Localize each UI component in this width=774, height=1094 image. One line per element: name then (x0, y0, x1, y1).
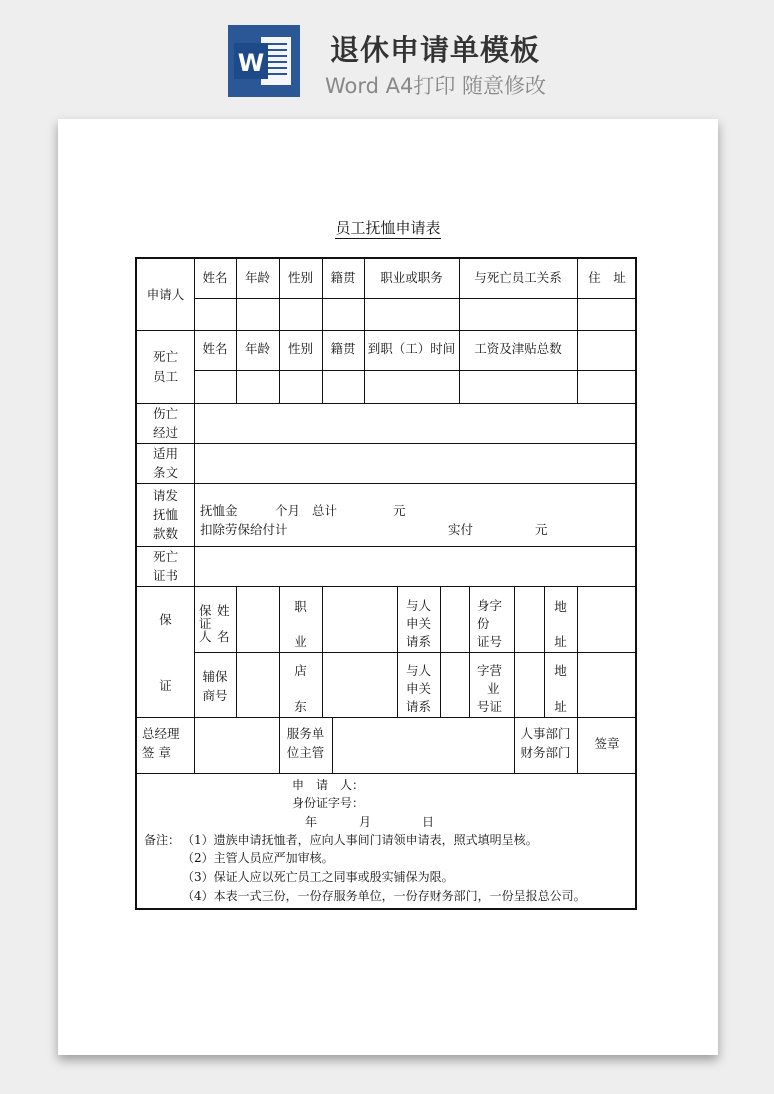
guarantor-addr-label-1: 地 (554, 599, 567, 614)
shop-guarantor-label-1: 辅保 (202, 669, 228, 684)
shop-owner-label-1: 店 (294, 663, 307, 678)
note-item-3: （3）保证人应以死亡员工之同事或殷实铺保为限。 (182, 870, 454, 884)
applicant-col-relation: 与死亡员工关系 (474, 270, 562, 285)
guarantor-id-label-1: 身字 (477, 598, 503, 613)
shop-addr-label-2: 址 (554, 699, 567, 714)
amount-pension-label: 抚恤金 (200, 503, 238, 518)
guarantor-name-label-2: 证 (199, 616, 212, 631)
form-title: 员工抚恤申请表 (335, 219, 441, 237)
applicant-col-name: 姓名 (202, 270, 228, 285)
applicant-col-sex: 性别 (287, 270, 313, 285)
applicant-col-age: 年龄 (244, 270, 270, 285)
guarantor-id-label-3: 证号 (477, 634, 503, 649)
amount-label-2: 抚恤 (152, 507, 178, 522)
shop-addr-label-1: 地 (554, 663, 567, 678)
shop-rel-label-3: 请系 (405, 699, 431, 714)
amount-total-label: 总计 (312, 503, 338, 518)
note-item-1: （1）遗族申请抚恤者，应向人事间门请领申请表，照式填明呈核。 (182, 833, 538, 847)
guarantor-name-label-3: 人 (199, 629, 212, 644)
applicant-col-origin: 籍贯 (330, 270, 356, 285)
guarantor-name-label-4: 姓 (217, 603, 230, 618)
footer-id-number: 身份证字号： (292, 796, 365, 810)
deceased-col-hire-date: 到职（工）时间 (367, 341, 456, 356)
applicant-col-job: 职业或职务 (380, 270, 443, 285)
hr-dept-label: 人事部门 (520, 726, 571, 741)
amount-total-unit: 元 (393, 503, 406, 518)
injury-label-1: 伤亡 (152, 406, 178, 421)
applicant-label: 申请人 (146, 287, 185, 302)
rules-label-2: 条文 (152, 465, 178, 480)
guarantor-id-label-2: 份 (477, 616, 490, 631)
seal-label: 签章 (594, 736, 620, 751)
guarantor-rel-label-2: 申关 (405, 616, 431, 631)
notes-label: 备注： (144, 833, 181, 847)
banner-subtitle: Word A4打印 随意修改 (325, 74, 547, 98)
amount-deduct-label: 扣除劳保给付计 (200, 522, 288, 537)
guarantor-job-label-1: 职 (294, 599, 307, 614)
applicant-col-address: 住 址 (588, 270, 626, 285)
guarantor-job-label-2: 业 (294, 634, 307, 649)
amount-months-label: 个月 (275, 503, 301, 518)
amount-label-1: 请发 (152, 488, 178, 503)
amount-actual-label: 实付 (448, 522, 474, 537)
guarantor-addr-label-2: 址 (554, 634, 567, 649)
shop-rel-label-1: 与人 (405, 663, 431, 678)
word-doc-icon (228, 25, 300, 97)
finance-dept-label: 财务部门 (520, 745, 571, 760)
guarantor-rel-label-1: 与人 (405, 598, 431, 613)
banner-title: 退休申请单模板 (330, 33, 541, 67)
deceased-col-name: 姓名 (202, 341, 228, 356)
deceased-col-age: 年龄 (244, 341, 270, 356)
deceased-label-2: 员工 (152, 369, 178, 384)
gm-label-1: 总经理 (142, 726, 180, 741)
shop-guarantor-label-2: 商号 (202, 688, 228, 703)
footer-date-month: 月 (359, 815, 372, 829)
application-form-table (135, 257, 637, 910)
service-unit-label-2: 位主管 (286, 745, 325, 760)
note-item-4: （4）本表一式三份，一份存服务单位，一份存财务部门，一份呈报总公司。 (182, 889, 586, 903)
gm-label-2: 签 章 (142, 745, 171, 760)
rules-label-1: 适用 (152, 446, 178, 461)
footer-date-year: 年 (305, 815, 318, 829)
note-item-2: （2）主管人员应严加审核。 (182, 851, 334, 865)
injury-label-2: 经过 (152, 425, 178, 440)
shop-biz-label-1: 字营 (477, 663, 503, 678)
shop-owner-label-2: 东 (294, 699, 307, 714)
guarantee-label-1: 保 (159, 612, 172, 627)
footer-date-day: 日 (422, 815, 435, 829)
shop-biz-label-2: 业 (487, 681, 500, 696)
amount-label-3: 款数 (152, 526, 178, 541)
document-page (58, 119, 718, 1055)
deceased-col-sex: 性别 (287, 341, 313, 356)
svg-text:W: W (237, 49, 265, 77)
service-unit-label-1: 服务单 (286, 726, 325, 741)
guarantor-rel-label-3: 请系 (405, 634, 431, 649)
deceased-label-1: 死亡 (152, 349, 178, 364)
guarantee-label-2: 证 (159, 678, 172, 693)
amount-actual-unit: 元 (535, 522, 548, 537)
deceased-col-origin: 籍贯 (330, 341, 356, 356)
shop-biz-label-3: 号证 (477, 699, 503, 714)
guarantor-name-label-1: 保 (199, 603, 212, 618)
deceased-col-salary: 工资及津贴总数 (474, 341, 562, 356)
footer-applicant: 申 请 人： (292, 778, 365, 792)
certificate-label-2: 证书 (152, 568, 178, 583)
shop-rel-label-2: 申关 (405, 681, 431, 696)
certificate-label-1: 死亡 (152, 549, 178, 564)
guarantor-name-label-5: 名 (217, 629, 230, 644)
